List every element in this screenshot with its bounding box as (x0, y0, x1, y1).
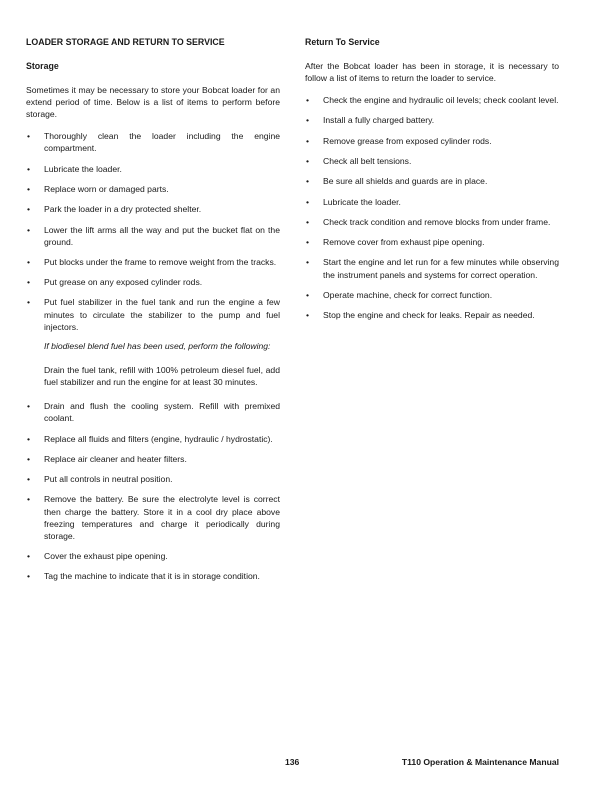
list-item: • Replace all fluids and filters (engine, hydraulic / hydrostatic). (26, 433, 280, 445)
list-item: • Start the engine and let run for a few minutes while observing the instrument panels and systems for correct operation. (305, 256, 559, 280)
list-item: • Install a fully charged battery. (305, 114, 559, 126)
storage-list-a (26, 130, 280, 332)
list-item: • Drain and flush the cooling system. Refill with premixed coolant. (26, 400, 280, 424)
storage-intro: Sometimes it may be necessary to store your Bobcat loader for an extend period of time. Below is a list of items to perform before storage. (26, 85, 280, 120)
biodiesel-note-body: Drain the fuel tank, refill with 100% petroleum diesel fuel, add fuel stabilizer and run the engine for at least 30 minutes. (44, 365, 280, 388)
storage-column (26, 36, 280, 591)
list-item: • Lower the lift arms all the way and put the bucket flat on the ground. (26, 224, 280, 248)
list-item: • Remove the battery. Be sure the electrolyte level is correct then charge the battery. Store it in a cool dry place above freezing temperatures and charge it periodically during storage. (26, 493, 280, 541)
return-to-service-heading: Return To Service (305, 37, 380, 47)
storage-list-b (26, 400, 280, 582)
list-item: • Park the loader in a dry protected shelter. (26, 203, 280, 215)
list-item: • Lubricate the loader. (305, 196, 559, 208)
list-item: • Check track condition and remove blocks from under frame. (305, 216, 559, 228)
list-item: • Replace air cleaner and heater filters. (26, 453, 280, 465)
list-item: • Be sure all shields and guards are in place. (305, 175, 559, 187)
list-item: • Lubricate the loader. (26, 163, 280, 175)
section-title: LOADER STORAGE AND RETURN TO SERVICE (26, 37, 225, 47)
return-to-service-list (305, 94, 559, 321)
page-footer (0, 757, 612, 771)
list-item: • Put all controls in neutral position. (26, 473, 280, 485)
list-item: • Remove cover from exhaust pipe opening. (305, 236, 559, 248)
manual-title: T110 Operation & Maintenance Manual (401, 757, 559, 767)
list-item: • Check the engine and hydraulic oil levels; check coolant level. (305, 94, 559, 106)
list-item: • Thoroughly clean the loader including the engine compartment. (26, 130, 280, 154)
biodiesel-note-heading: If biodiesel blend fuel has been used, perform the following: (44, 340, 271, 351)
list-item: • Remove grease from exposed cylinder rods. (305, 135, 559, 147)
return-to-service-intro: After the Bobcat loader has been in storage, it is necessary to follow a list of items to return the loader to service. (305, 61, 559, 84)
list-item: • Tag the machine to indicate that it is in storage condition. (26, 570, 280, 582)
biodiesel-note (26, 340, 280, 388)
list-item: • Put fuel stabilizer in the fuel tank and run the engine a few minutes to circulate the stabilizer to the pump and fuel injectors. (26, 296, 280, 332)
list-item: • Stop the engine and check for leaks. Repair as needed. (305, 309, 559, 321)
page-number: 136 (285, 757, 300, 767)
list-item: • Put grease on any exposed cylinder rods. (26, 276, 280, 288)
list-item: • Put blocks under the frame to remove weight from the tracks. (26, 256, 280, 268)
list-item: • Cover the exhaust pipe opening. (26, 550, 280, 562)
list-item: • Check all belt tensions. (305, 155, 559, 167)
list-item: • Replace worn or damaged parts. (26, 183, 280, 195)
return-to-service-column (305, 36, 559, 329)
list-item: • Operate machine, check for correct function. (305, 289, 559, 301)
storage-heading: Storage (26, 61, 59, 71)
